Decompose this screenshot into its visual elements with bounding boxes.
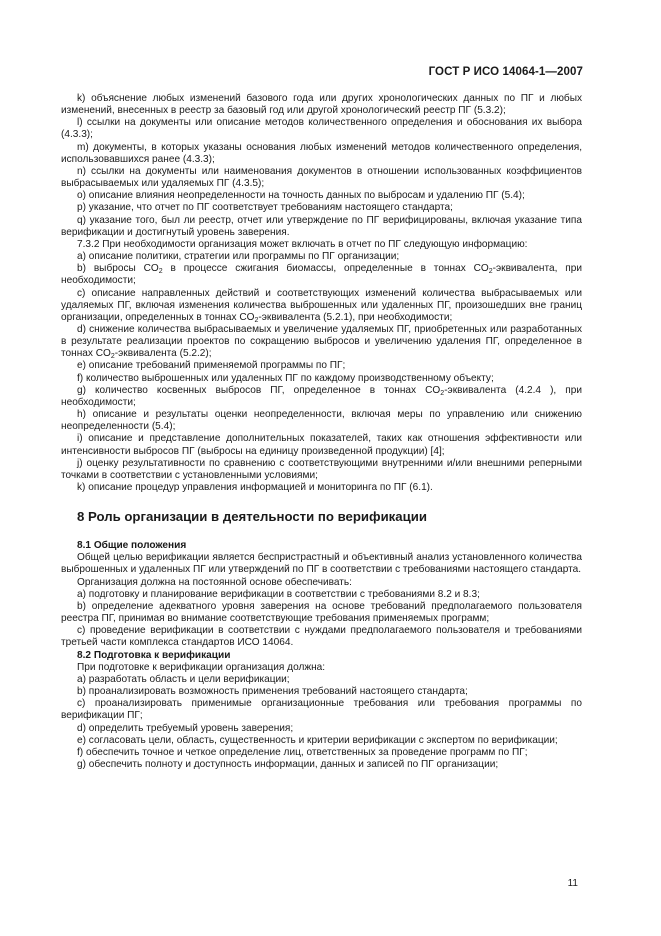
list-item: p) указание, что отчет по ПГ соответствует требованиям настоящего стандарта;: [77, 202, 453, 214]
list-item: b) проанализировать возможность применения требований настоящего стандарта;: [77, 686, 468, 698]
paragraph: Общей целью верификации является беспристрастный и объективный анализ установленного количества выброшенных и удаленных ПГ или утверждений по ПГ в соответствии с требованиями настоящего стандарта.: [61, 552, 582, 576]
paragraph: При подготовке к верификации организация должна:: [77, 661, 326, 673]
page-number: 11: [567, 878, 578, 889]
subsection-8-1-title: 8.1 Общие положения: [77, 540, 187, 552]
list-item: h) описание и результаты оценки неопределенности, включая меры по управлению или снижению неопределенности (5.4);: [61, 409, 582, 433]
list-item: j) оценку результативности по сравнению с соответствующими внутренними и/или внешними реперными точками в соответствии с установленными условиями;: [61, 457, 582, 481]
list-item: l) ссылки на документы или описание методов количественного определения и обоснования их выбора (4.3.3);: [61, 117, 582, 141]
list-item-c: c) описание направленных действий и соответствующих изменений количества выбрасываемых или удаляемых ПГ, включая изменения количества выброшенных или удаленных ПГ, произошедших вне границ организации, определенных в тоннах $CO_2$-эквивалента (5.2.1), при необходимости;: [61, 287, 582, 324]
list-item-b: b) выбросы $CO_2$ в процессе сжигания биомассы, определенные в тоннах $CO_2$-эквивалента, при необходимости;: [61, 263, 583, 287]
list-item: q) указание того, был ли реестр, отчет или утверждение по ПГ верифицированы, включая указание типа верификации и достигнутый уровень заверения.: [61, 214, 582, 238]
list-item: a) описание политики, стратегии или программы по ПГ организации;: [77, 251, 400, 263]
section-8-title: 8 Роль организации в деятельности по верификации: [77, 509, 427, 525]
list-item: b) определение адекватного уровня заверения на основе требований предполагаемого пользователя реестра ПГ, принимая во внимание соответствующие требования применяемых программ;: [61, 600, 582, 625]
list-item: k) объяснение любых изменений базового года или других хронологических данных по ПГ и любых изменений, внесенных в реестр за базовый год или другой хронологический реестр ПГ (5.3.2);: [61, 93, 582, 117]
list-item: e) согласовать цели, область, существенность и критерии верификации с экспертом по верификации;: [77, 734, 558, 746]
standard-code: ГОСТ Р ИСО 14064-1—2007: [428, 66, 583, 78]
page-content: [61, 93, 582, 771]
list-item: e) описание требований применяемой программы по ПГ;: [77, 360, 346, 372]
list-item-d: d) снижение количества выбрасываемых и увеличение удаляемых ПГ, приобретенных или разработанных в результате реализации проектов по сокращению выбросов и увеличению удаления ПГ, определенное в тоннах $CO_2$-эквивалента (5.2.2);: [61, 323, 582, 361]
list-item: a) разработать область и цели верификации;: [77, 673, 290, 685]
list-item: f) количество выброшенных или удаленных ПГ по каждому производственному объекту;: [77, 372, 494, 384]
list-item: i) описание и представление дополнительных показателей, таких как отношения эффективности или интенсивности выбросов ПГ (выбросы на единицу произведенной продукции) [4];: [61, 433, 582, 457]
clause-7-3-2: 7.3.2 При необходимости организация может включать в отчет по ПГ следующую информацию:: [77, 238, 528, 250]
list-item: n) ссылки на документы или наименования документов в отношении использованных коэффициентов выбрасываемых или удаляемых ПГ (4.3.5);: [61, 165, 582, 190]
list-item: c) проанализировать применимые организационные требования или требования программы по верификации ПГ;: [61, 698, 582, 722]
list-item: g) обеспечить полноту и доступность информации, данных и записей по ПГ организации;: [77, 758, 499, 770]
list-item: c) проведение верификации в соответствии с нуждами предполагаемого пользователя и требованиями третьей части комплекса стандартов ИСО 14064.: [61, 625, 582, 649]
list-item: a) подготовку и планирование верификации в соответствии с требованиями 8.2 и 8.3;: [77, 588, 480, 600]
list-item: d) определить требуемый уровень заверения;: [77, 722, 294, 734]
list-item-g: g) количество косвенных выбросов ПГ, определенное в тоннах $CO_2$-эквивалента (4.2.4 ), при необходимости;: [61, 384, 582, 408]
list-item: o) описание влияния неопределенности на точность данных по выбросам и удалению ПГ (5.4);: [77, 190, 525, 202]
list-item: m) документы, в которых указаны основания любых изменений методов количественного определения, использовавшихся ранее (4.3.3);: [61, 141, 582, 165]
paragraph: Организация должна на постоянной основе обеспечивать:: [77, 576, 352, 588]
list-item: k) описание процедур управления информацией и мониторинга по ПГ (6.1).: [77, 482, 433, 493]
list-item: f) обеспечить точное и четкое определение лиц, ответственных за проведение программ по ПГ;: [77, 746, 528, 758]
subsection-8-2-title: 8.2 Подготовка к верификации: [77, 649, 231, 661]
